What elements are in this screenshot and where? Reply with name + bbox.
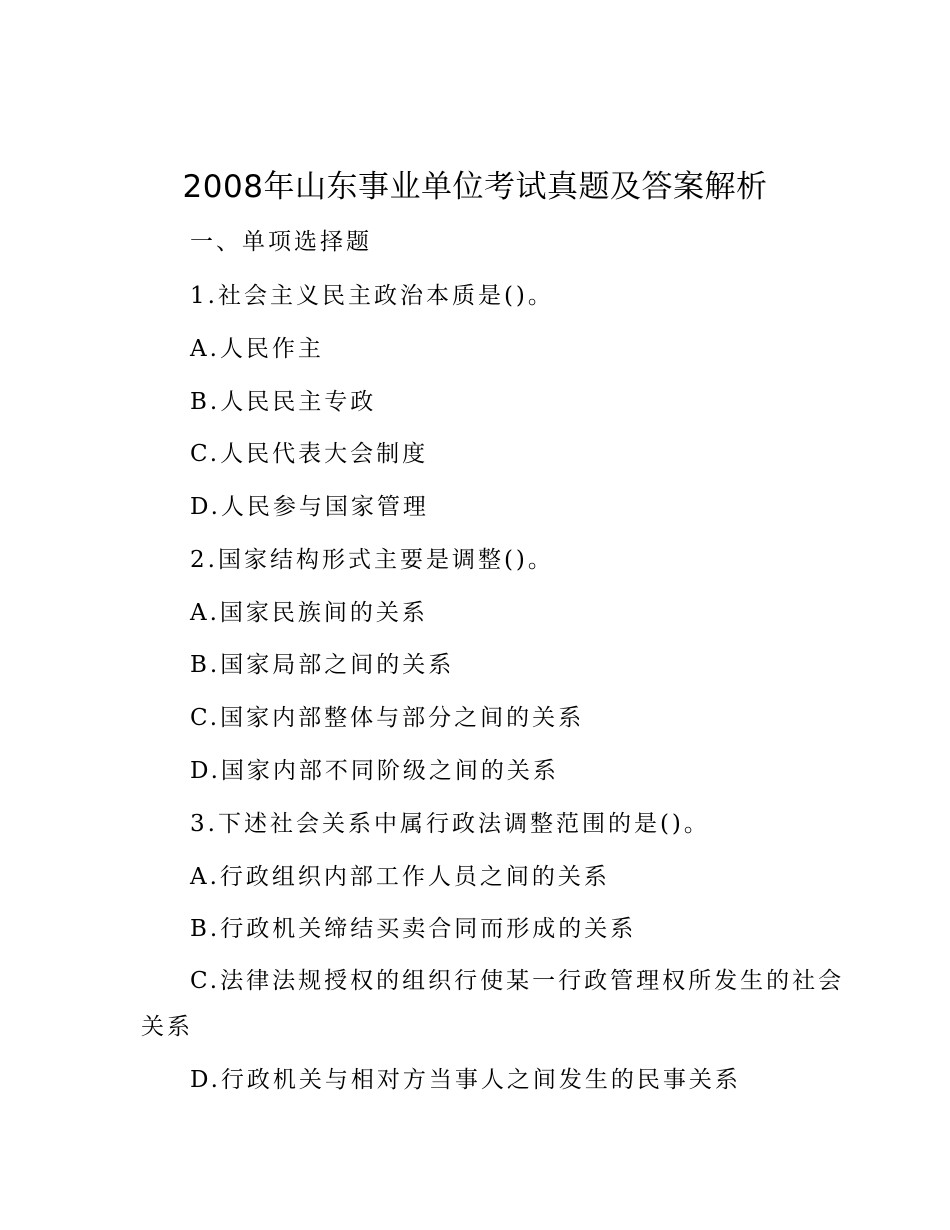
question-3-stem: 3.下述社会关系中属行政法调整范围的是()。 [190,811,710,837]
question-1-option-d: D.人民参与国家管理 [190,494,429,520]
question-3-option-c-line-2: 关系 [141,1014,193,1040]
question-2-option-d: D.国家内部不同阶级之间的关系 [190,758,559,784]
question-1-option-b: B.人民民主专政 [190,389,377,415]
question-1-stem: 1.社会主义民主政治本质是()。 [190,283,554,309]
question-3-option-b: B.行政机关缔结买卖合同而形成的关系 [190,916,637,942]
question-1-option-c: C.人民代表大会制度 [190,441,429,467]
question-2-option-c: C.国家内部整体与部分之间的关系 [190,705,585,731]
question-3-option-a: A.行政组织内部工作人员之间的关系 [190,864,610,890]
question-1-option-a: A.人民作主 [190,336,324,362]
question-2-stem: 2.国家结构形式主要是调整()。 [190,547,554,573]
question-3-option-d: D.行政机关与相对方当事人之间发生的民事关系 [190,1067,741,1093]
question-3-option-c-line-1: C.法律法规授权的组织行使某一行政管理权所发生的社会 [190,968,845,994]
question-2-option-b: B.国家局部之间的关系 [190,652,455,678]
section-heading: 一、单项选择题 [190,229,372,255]
document-title: 2008年山东事业单位考试真题及答案解析 [182,169,768,205]
question-2-option-a: A.国家民族间的关系 [190,600,428,626]
